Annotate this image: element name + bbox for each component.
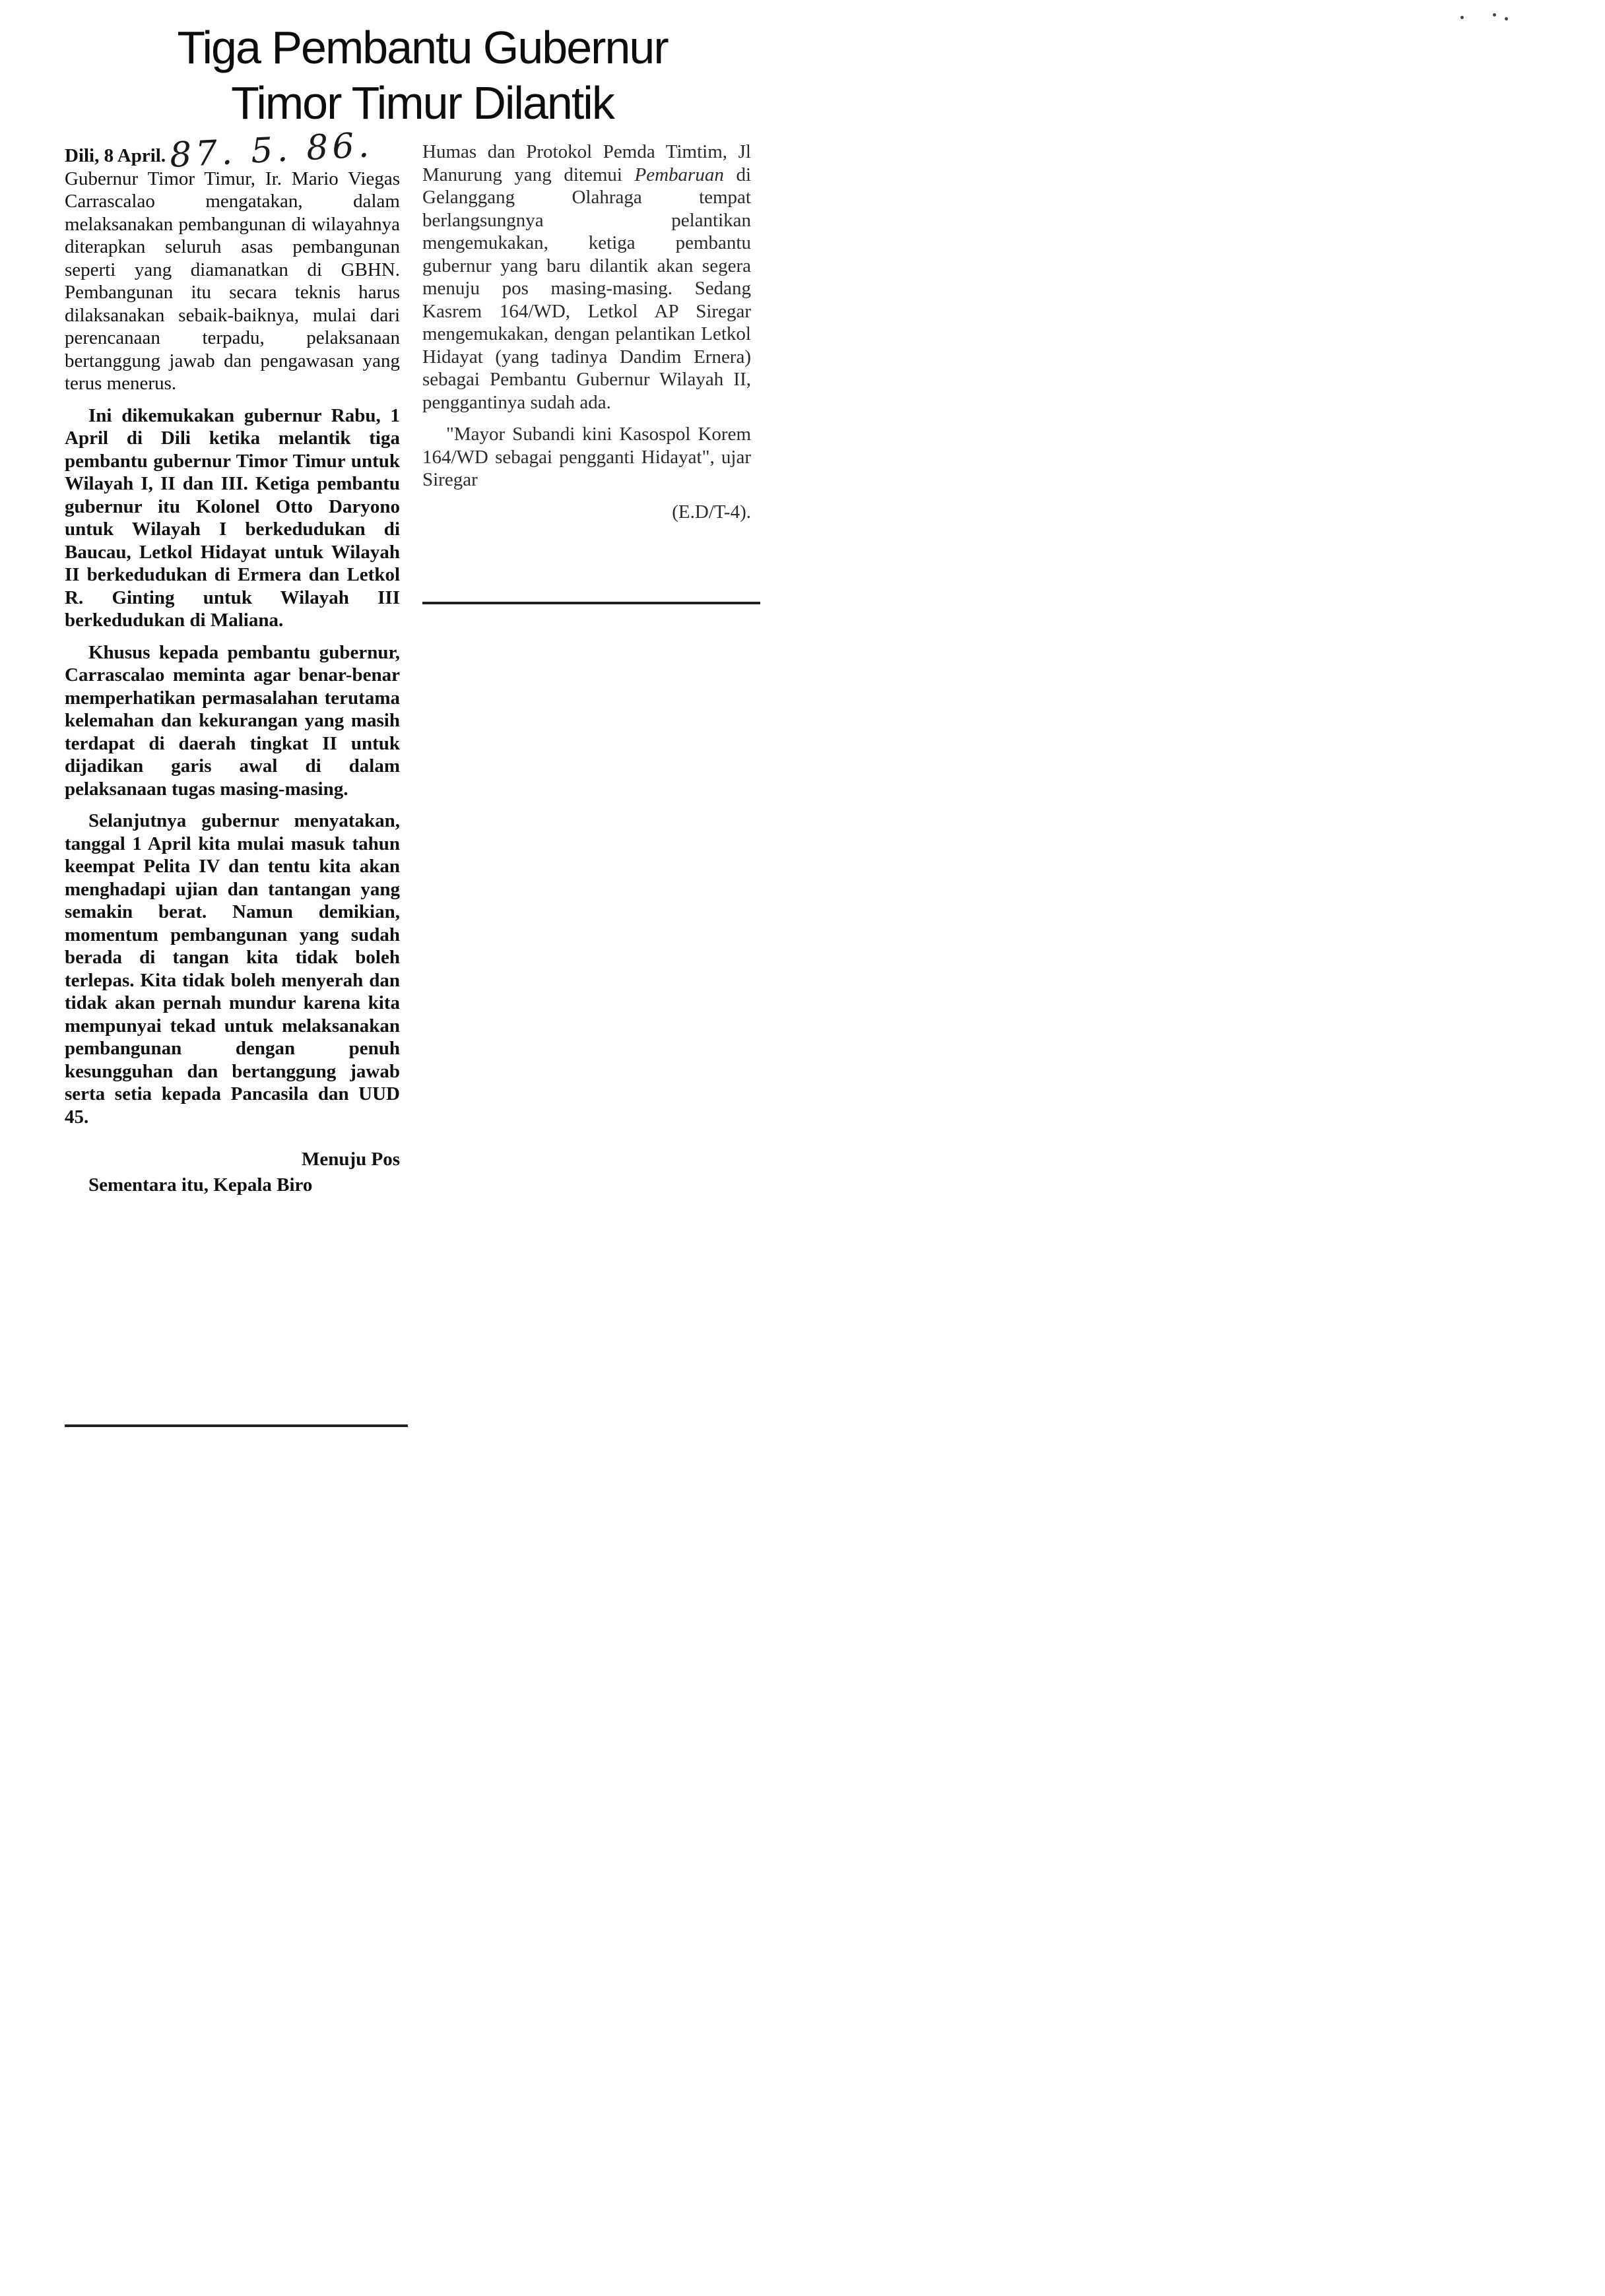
quote-paragraph: "Mayor Subandi kini Kasospol Korem 164/WD sebagai pengganti Hidayat", ujar Siregar [422,424,751,490]
paragraph: Sementara itu, Kepala Biro [88,1174,313,1196]
paragraph [422,141,751,414]
handwritten-date-note: 87. 5. 86. [168,125,374,176]
headline-line-2: Timor Timur Dilantik [231,77,614,129]
right-column [422,141,751,523]
paragraph-text: Humas dan Protokol Pemda Timtim, Jl Manurung yang ditemui [422,141,751,185]
section-subheading: Menuju Pos [301,1149,400,1170]
article-headline [59,20,785,131]
paragraph-text: di Gelanggang Olahraga tempat berlangsungnya pelantikan mengemukakan, ketiga pembantu gubernur yang baru dilantik akan segera menuju pos masing-masing. Sedang Kasrem 164/WD, Letkol AP Siregar mengemukakan, dengan pelantikan Letkol Hidayat (yang tadinya Dandim Ernera) sebagai Pembantu Gubernur Wilayah II, penggantinya sudah ada. [422,164,751,413]
left-column [65,125,400,1205]
reporter-credit: (E.D/T-4). [672,501,751,523]
scan-speck [1505,17,1508,20]
headline-line-1: Tiga Pembantu Gubernur [177,22,668,73]
column-end-rule [65,1424,408,1427]
newspaper-name: Pembaruan [634,164,724,185]
lead-paragraph [65,125,400,395]
paragraph: Ini dikemukakan gubernur Rabu, 1 April di Dili ketika melantik tiga pembantu gubernur Timor Timur untuk Wilayah I, II dan III. Ketiga pembantu gubernur itu Kolonel Otto Daryono untuk Wilayah I berkedudukan di Baucau, Letkol Hidayat untuk Wilayah II berkedudukan di Ermera dan Letkol R. Ginting untuk Wilayah III berkedudukan di Maliana. [65,404,400,631]
column-end-rule [422,602,760,604]
dateline: Dili, 8 April. [65,145,166,166]
paragraph: Khusus kepada pembantu gubernur, Carrascalao meminta agar benar-benar memperhatikan permasalahan terutama kelemahan dan kekurangan yang masih terdapat di daerah tingkat II untuk dijadikan garis awal di dalam pelaksanaan tugas masing-masing. [65,641,400,800]
scan-speck [1460,16,1464,19]
paragraph-text: Gubernur Timor Timur, Ir. Mario Viegas Carrascalao mengatakan, dalam melaksanakan pembangunan di wilayahnya diterapkan seluruh asas pembangunan seperti yang diamanatkan di GBHN. Pembangunan itu secara teknis harus dilaksanakan sebaik-baiknya, mulai dari perencanaan terpadu, pelaksanaan bertanggung jawab dan pengawasan yang terus menerus. [65,168,400,394]
paragraph: Selanjutnya gubernur menyatakan, tanggal 1 April kita mulai masuk tahun keempat Pelita IV dan tentu kita akan menghadapi ujian dan tantangan yang semakin berat. Namun demikian, momentum pembangunan yang sudah berada di tangan kita tidak boleh terlepas. Kita tidak boleh menyerah dan tidak akan pernah mundur karena kita mempunyai tekad untuk melaksanakan pembangunan dengan penuh kesungguhan dan bertanggung jawab serta setia kepada Pancasila dan UUD 45. [65,810,400,1128]
scan-speck [1493,13,1496,16]
